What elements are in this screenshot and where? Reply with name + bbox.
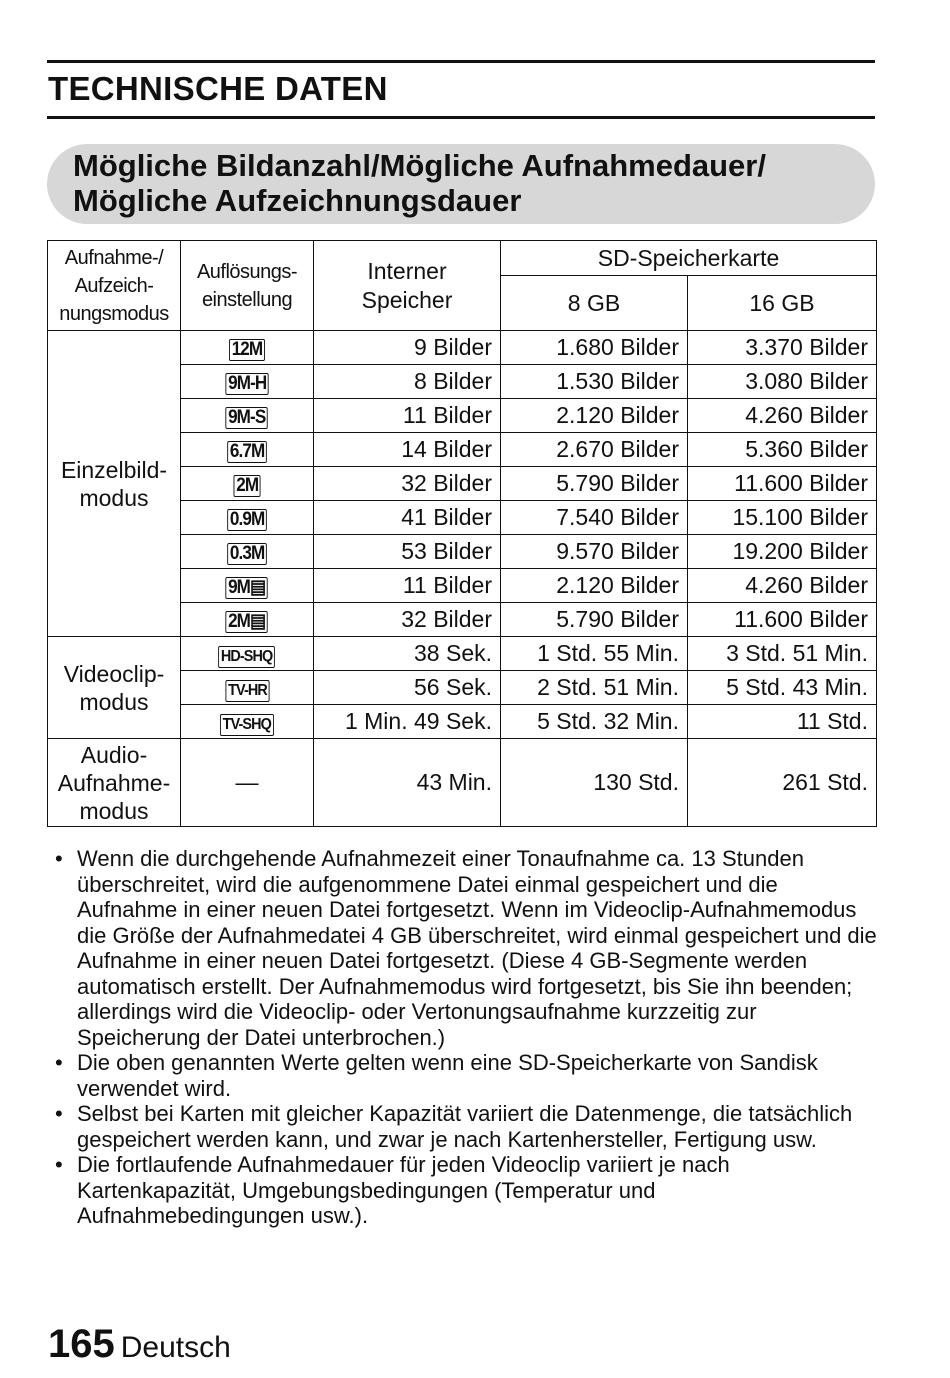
- resolution-cell: [181, 433, 314, 467]
- value-internal: 32 Bilder: [314, 467, 501, 501]
- page-number: 165: [48, 1322, 115, 1366]
- resolution-icon: 2M: [233, 475, 260, 497]
- section-heading: [47, 144, 875, 224]
- value-internal: 9 Bilder: [314, 331, 501, 365]
- resolution-icon: TV-SHQ: [220, 714, 274, 736]
- section-title-line2: Mögliche Aufzeichnungsdauer: [73, 183, 522, 218]
- value-internal: 8 Bilder: [314, 365, 501, 399]
- value-gb16: 261 Std.: [688, 739, 877, 827]
- value-gb16: 4.260 Bilder: [688, 569, 877, 603]
- value-internal: 11 Bilder: [314, 399, 501, 433]
- value-gb16: 3 Std. 51 Min.: [688, 637, 877, 671]
- value-gb16: 15.100 Bilder: [688, 501, 877, 535]
- resolution-cell: [181, 535, 314, 569]
- value-gb8: 1 Std. 55 Min.: [501, 637, 688, 671]
- page-footer: [48, 1322, 231, 1367]
- value-gb16: 4.260 Bilder: [688, 399, 877, 433]
- value-internal: 14 Bilder: [314, 433, 501, 467]
- resolution-cell: [181, 705, 314, 739]
- mode-label: Videoclip- modus: [63, 660, 165, 715]
- value-gb8: 2.120 Bilder: [501, 399, 688, 433]
- note-item: [55, 1101, 877, 1152]
- page-language: Deutsch: [120, 1331, 231, 1364]
- value-gb8: 5 Std. 32 Min.: [501, 705, 688, 739]
- note-text: Selbst bei Karten mit gleicher Kapazität variiert die Datenmenge, die tatsächlich gespeichert werden kann, und zwar je nach Kartenhersteller, Fertigung usw.: [77, 1101, 853, 1152]
- resolution-icon: HD-SHQ: [219, 646, 276, 668]
- value-internal: 38 Sek.: [314, 637, 501, 671]
- value-gb16: 3.370 Bilder: [688, 331, 877, 365]
- resolution-none: —: [235, 769, 259, 795]
- value-gb8: 2.120 Bilder: [501, 569, 688, 603]
- note-text: Wenn die durchgehende Aufnahmezeit einer Tonaufnahme ca. 13 Stunden überschreitet, wird die aufgenommene Datei einmal gespeichert und die Aufnahme in einer neuen Datei fortgesetzt. Wenn im Videoclip-Aufnahmemodus die Größe der Aufnahmedatei 4 GB überschreitet, wird einmal gespeichert und die Aufnahme in einer neuen Datei fortgesetzt. (Diese 4 GB-Segmente werden automatisch erstellt. Der Aufnahmemodus wird fortgesetzt, bis Sie ihn beenden; allerdings wird die Videoclip- oder Vertonungsaufnahme kurzzeitig zur Speicherung der Datei unterbrochen.): [77, 846, 877, 1050]
- resolution-icon: 6.7M: [227, 441, 267, 463]
- header-sd-card: SD-Speicherkarte: [501, 241, 877, 276]
- bullet-icon: •: [55, 1152, 63, 1177]
- note-item: [55, 846, 877, 1050]
- value-gb16: 5 Std. 43 Min.: [688, 671, 877, 705]
- value-gb8: 7.540 Bilder: [501, 501, 688, 535]
- value-internal: 56 Sek.: [314, 671, 501, 705]
- bullet-icon: •: [55, 1050, 63, 1075]
- note-item: [55, 1152, 877, 1229]
- section-title-line1: Mögliche Bildanzahl/Mögliche Aufnahmedauer/: [73, 148, 766, 183]
- resolution-cell: [181, 399, 314, 433]
- value-gb8: 9.570 Bilder: [501, 535, 688, 569]
- header-mode-text: Aufnahme-/ Aufzeich- nungsmodus: [59, 246, 169, 325]
- note-text: Die fortlaufende Aufnahmedauer für jeden Videoclip variiert je nach Kartenkapazität, Umgebungsbedingungen (Temperatur und Aufnahmebedingungen usw.).: [77, 1152, 730, 1228]
- resolution-cell: [181, 637, 314, 671]
- value-internal: 1 Min. 49 Sek.: [314, 705, 501, 739]
- bullet-icon: •: [55, 1101, 63, 1126]
- value-gb8: 5.790 Bilder: [501, 603, 688, 637]
- note-text: Die oben genannten Werte gelten wenn eine SD-Speicherkarte von Sandisk verwendet wird.: [77, 1050, 818, 1101]
- header-internal-text: Interner Speicher: [361, 257, 453, 313]
- resolution-icon: 9M-S: [226, 407, 269, 429]
- table-body: [48, 331, 877, 827]
- resolution-icon: 12M: [229, 339, 265, 361]
- mode-cell: [48, 739, 181, 827]
- value-gb16: 5.360 Bilder: [688, 433, 877, 467]
- mode-label: Audio- Aufnahme- modus: [57, 741, 171, 824]
- value-gb8: 2 Std. 51 Min.: [501, 671, 688, 705]
- mode-label: Einzelbild- modus: [60, 456, 168, 511]
- resolution-cell: [181, 569, 314, 603]
- value-gb8: 1.530 Bilder: [501, 365, 688, 399]
- table-row: [48, 637, 877, 671]
- resolution-cell: [181, 501, 314, 535]
- resolution-icon: 9M-H: [225, 373, 269, 395]
- notes-list: [55, 846, 877, 1229]
- value-gb16: 11 Std.: [688, 705, 877, 739]
- resolution-icon: 2M▤: [226, 611, 269, 633]
- resolution-cell: [181, 467, 314, 501]
- table-row: [48, 739, 877, 827]
- table-row: [48, 331, 877, 365]
- mode-cell: [48, 637, 181, 739]
- value-gb16: 19.200 Bilder: [688, 535, 877, 569]
- value-internal: 11 Bilder: [314, 569, 501, 603]
- value-gb8: 130 Std.: [501, 739, 688, 827]
- value-internal: 53 Bilder: [314, 535, 501, 569]
- header-8gb: 8 GB: [501, 276, 688, 331]
- resolution-icon: 9M▤: [226, 577, 269, 599]
- page-title: TECHNISCHE DATEN: [48, 70, 388, 107]
- header-resolution: [181, 241, 314, 331]
- value-internal: 32 Bilder: [314, 603, 501, 637]
- value-gb16: 3.080 Bilder: [688, 365, 877, 399]
- value-gb8: 2.670 Bilder: [501, 433, 688, 467]
- value-internal: 41 Bilder: [314, 501, 501, 535]
- header-resolution-text: Auflösungs- einstellung: [196, 260, 298, 311]
- mode-cell: [48, 331, 181, 637]
- resolution-cell: [181, 739, 314, 827]
- resolution-cell: [181, 365, 314, 399]
- header-mode: [48, 241, 181, 331]
- resolution-icon: TV-HR: [225, 680, 269, 702]
- resolution-icon: 0.9M: [227, 509, 267, 531]
- section-title: [73, 148, 873, 218]
- value-gb16: 11.600 Bilder: [688, 467, 877, 501]
- resolution-cell: [181, 671, 314, 705]
- value-internal: 43 Min.: [314, 739, 501, 827]
- resolution-cell: [181, 331, 314, 365]
- resolution-cell: [181, 603, 314, 637]
- note-item: [55, 1050, 877, 1101]
- value-gb8: 5.790 Bilder: [501, 467, 688, 501]
- value-gb8: 1.680 Bilder: [501, 331, 688, 365]
- top-rule: [47, 60, 875, 63]
- resolution-icon: 0.3M: [227, 543, 267, 565]
- bullet-icon: •: [55, 846, 63, 871]
- capacity-table: [47, 240, 877, 827]
- header-16gb: 16 GB: [688, 276, 877, 331]
- header-internal: [314, 241, 501, 331]
- value-gb16: 11.600 Bilder: [688, 603, 877, 637]
- title-underline: [47, 116, 875, 119]
